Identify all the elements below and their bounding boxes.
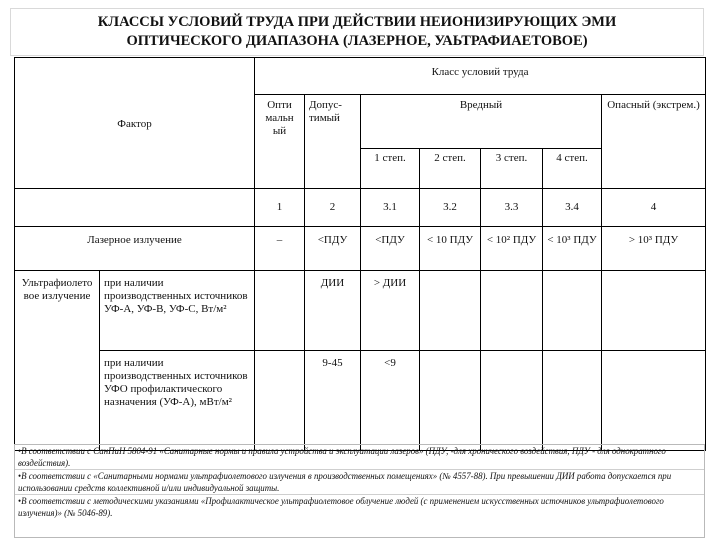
uv-harmful-1: <9	[361, 351, 420, 451]
laser-cell: –	[255, 227, 305, 271]
harmful-header: Вредный	[361, 95, 602, 149]
working-conditions-table	[14, 57, 706, 451]
empty-cell	[15, 189, 255, 227]
uv-admissible: 9-45	[305, 351, 361, 451]
laser-cell: < 10 ПДУ	[420, 227, 481, 271]
uv-condition: при наличии производственных источников УФ-А, УФ-В, УФ-С, Вт/м²	[100, 271, 255, 351]
empty-cell	[420, 351, 481, 451]
footnote	[15, 445, 704, 470]
empty-cell	[255, 351, 305, 451]
class-number: 4	[602, 189, 706, 227]
title-line-1: КЛАССЫ УСЛОВИЙ ТРУДА ПРИ ДЕЙСТВИИ НЕИОНИЗИРУЮЩИХ ЭМИ	[97, 14, 617, 30]
bullet-icon: •	[18, 496, 22, 506]
laser-label: Лазерное излучение	[15, 227, 255, 271]
laser-cell: <ПДУ	[361, 227, 420, 271]
class-number: 3.3	[481, 189, 543, 227]
footnote	[15, 470, 704, 495]
laser-cell: <ПДУ	[305, 227, 361, 271]
uv-condition: при наличии производственных источников УФО профилактического назначения (УФ-А), мВт/м²	[100, 351, 255, 451]
uv-admissible: ДИИ	[305, 271, 361, 351]
footnotes	[14, 444, 705, 538]
title-line-2: ОПТИЧЕСКОГО ДИАПАЗОНА (ЛАЗЕРНОЕ, УАЬТРАФИАЕТОВОЕ)	[126, 33, 588, 49]
empty-cell	[543, 271, 602, 351]
degree-1-header: 1 степ.	[361, 149, 420, 189]
empty-cell	[481, 271, 543, 351]
class-number: 3.4	[543, 189, 602, 227]
footnote-text: В соответствии с СанПиН 5804-91 «Санитарные нормы и правила устройства и эксплуатации лазеров» (ПДУ, -для хронического воздействия, ПДУ - для однократного воздействия).	[18, 446, 666, 468]
bullet-icon: •	[18, 471, 22, 481]
class-number: 3.1	[361, 189, 420, 227]
factor-header-cell	[15, 58, 255, 189]
empty-cell	[255, 271, 305, 351]
class-number: 3.2	[420, 189, 481, 227]
laser-cell: < 10² ПДУ	[481, 227, 543, 271]
laser-cell: < 10³ ПДУ	[543, 227, 602, 271]
empty-cell	[481, 351, 543, 451]
dangerous-header: Опасный (экстрем.)	[602, 95, 706, 189]
admissible-header: Допус- тимый	[305, 95, 361, 189]
bullet-icon: •	[18, 446, 22, 456]
empty-cell	[420, 271, 481, 351]
empty-cell	[602, 351, 706, 451]
laser-cell: > 10³ ПДУ	[602, 227, 706, 271]
degree-3-header: 3 степ.	[481, 149, 543, 189]
empty-cell	[602, 271, 706, 351]
optimal-header: Опти мальн ый	[255, 95, 305, 189]
degree-2-header: 2 степ.	[420, 149, 481, 189]
class-group-header: Класс условий труда	[255, 58, 706, 95]
footnote	[15, 495, 704, 519]
degree-4-header: 4 степ.	[543, 149, 602, 189]
footnote-text: В соответствии с методическими указаниями «Профилактическое ультрафиолетовое облучение людей (с применением искусственных источников ультрафиолетового излучения)» (№ 5046-89).	[18, 496, 664, 518]
footnote-text: В соответствии с «Санитарными нормами ультрафиолетового излучения в производственных помещениях» (№ 4557-88). При превышении ДИИ работа допускается при использовании средств коллективной и/или индивидуальной защиты.	[18, 471, 672, 493]
uv-harmful-1: > ДИИ	[361, 271, 420, 351]
class-number: 2	[305, 189, 361, 227]
empty-cell	[543, 351, 602, 451]
factor-header: Фактор	[117, 118, 152, 130]
slide-title	[10, 8, 704, 56]
uv-label: Ультрафиолетовое излучение	[15, 271, 100, 451]
class-number: 1	[255, 189, 305, 227]
